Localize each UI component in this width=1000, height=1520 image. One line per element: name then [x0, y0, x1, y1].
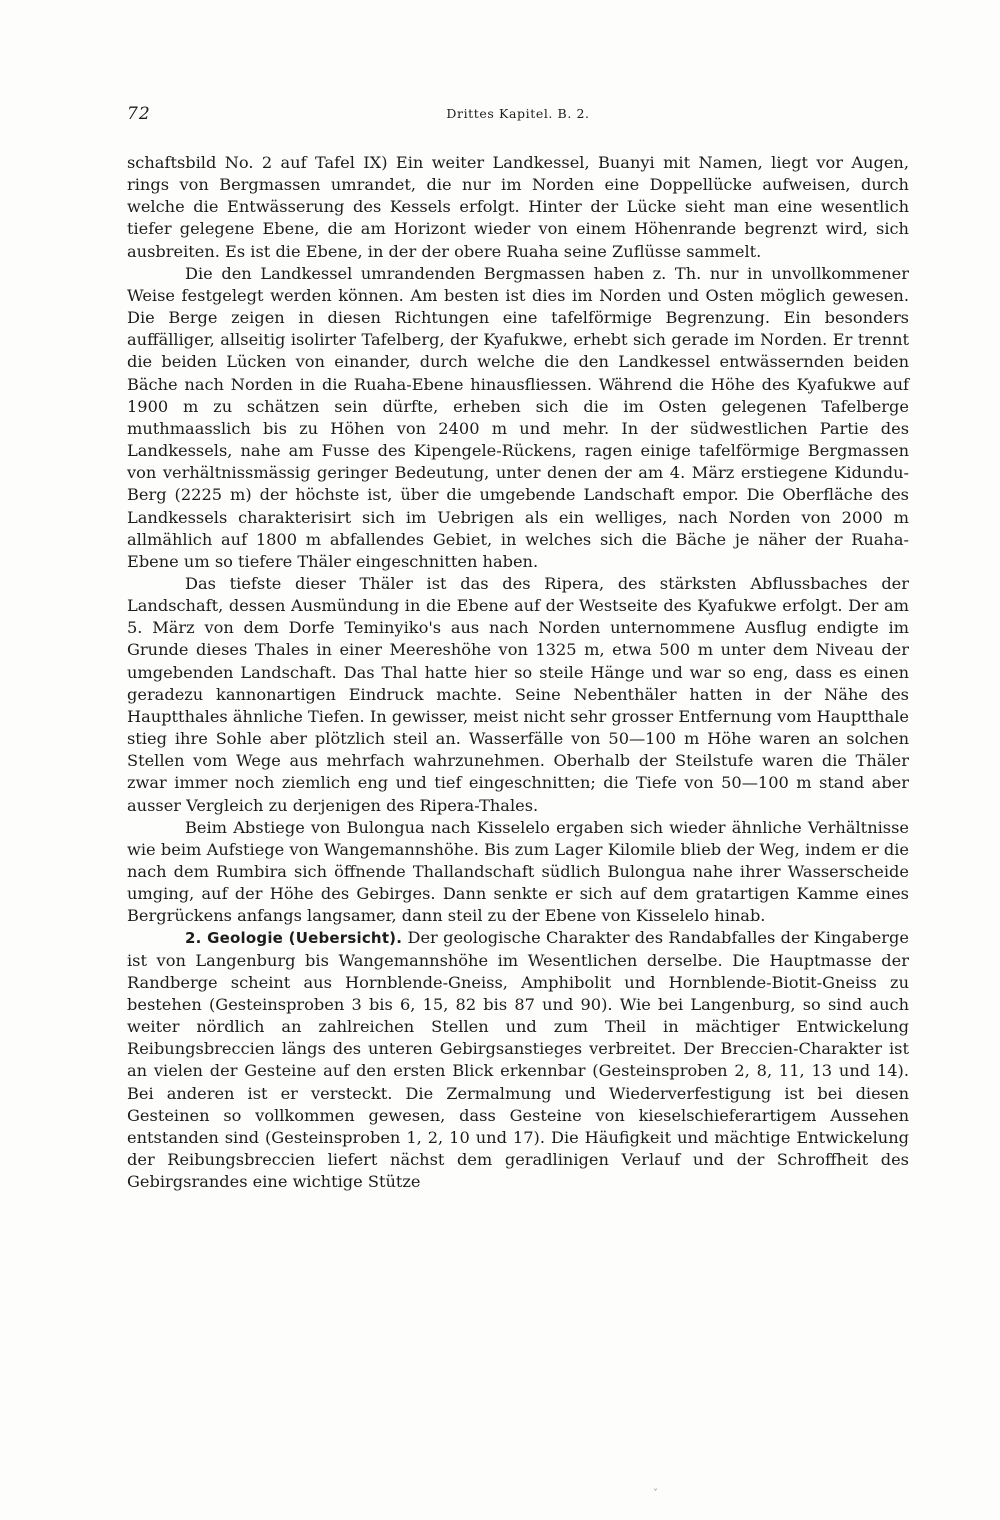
section-heading-geologie: 2. Geologie (Uebersicht).	[185, 929, 403, 948]
paragraph-bergmassen: Die den Landkessel umrandenden Bergmassen haben z. Th. nur in unvollkommener Weise festgelegt werden können. Am besten ist dies im Norden und Osten möglich gewesen. Die Berge zeigen in diesen Richtungen eine tafelförmige Begrenzung. Ein besonders auffälliger, allseitig isolirter Tafelberg, der Kyafukwe, erhebt sich gerade im Norden. Er trennt die beiden Lücken von einander, durch welche die den Landkessel entwässernden beiden Bäche nach Norden in die Ruaha-Ebene hinausfliessen. Während die Höhe des Kyafukwe auf 1900 m zu schätzen sein dürfte, erheben sich die im Osten gelegenen Tafelberge muthmaasslich bis zu Höhen von 2400 m und mehr. In der südwestlichen Partie des Landkessels, nahe am Fusse des Kipengele-Rückens, ragen einige tafelförmige Bergmassen von verhältnissmässig geringer Bedeutung, unter denen der am 4. März erstiegene Kidundu-Berg (2225 m) der höchste ist, über die umgebende Landschaft empor. Die Oberfläche des Landkessels charakterisirt sich im Uebrigen als ein welliges, nach Norden von 2000 m allmählich auf 1800 m abfallendes Gebiet, in welches sich die Bäche je näher der Ruaha-Ebene um so tiefere Thäler eingeschnitten haben.	[127, 263, 909, 571]
body-text	[127, 152, 909, 1193]
paragraph-continuation: schaftsbild No. 2 auf Tafel IX) Ein weiter Landkessel, Buanyi mit Namen, liegt vor Augen, rings von Bergmassen umrandet, die nur im Norden eine Doppellücke aufweisen, durch welche die Entwässerung des Kessels erfolgt. Hinter der Lücke sieht man eine wesentlich tiefer gelegene Ebene, die am Horizont wieder von einem Höhenrande begrenzt wird, sich ausbreiten. Es ist die Ebene, in der der obere Ruaha seine Zuflüsse sammelt.	[127, 153, 909, 261]
page-header	[127, 104, 909, 128]
section-text-geologie: Der geologische Charakter des Randabfalles der Kingaberge ist von Langenburg bis Wangemannshöhe im Wesentlichen derselbe. Die Hauptmasse der Randberge scheint aus Hornblende-Gneiss, Amphibolit und Hornblende-Biotit-Gneiss zu bestehen (Gesteinsproben 3 bis 6, 15, 82 bis 87 und 90). Wie bei Langenburg, so sind auch weiter nördlich an zahlreichen Stellen und zum Theil in mächtiger Entwickelung Reibungsbreccien längs des unteren Gebirgsanstieges verbreitet. Der Breccien-Charakter ist an vielen der Gesteine auf den ersten Blick erkennbar (Gesteinsproben 2, 8, 11, 13 und 14). Bei anderen ist er versteckt. Die Zermalmung und Wiederverfestigung ist bei diesen Gesteinen so vollkommen gewesen, dass Gesteine von kieselschieferartigem Aussehen entstanden sind (Gesteinsproben 1, 2, 10 und 17). Die Häufigkeit und mächtige Entwickelung der Reibungsbreccien liefert nächst dem geradlinigen Verlauf und der Schroffheit des Gebirgsrandes eine wichtige Stütze	[127, 928, 909, 1192]
page-speck-mark: ˇ	[653, 1489, 658, 1500]
paragraph-ripera-thal: Das tiefste dieser Thäler ist das des Ripera, des stärksten Abflussbaches der Landschaft, dessen Ausmündung in die Ebene auf der Westseite des Kyafukwe erfolgt. Der am 5. März von dem Dorfe Teminyiko's aus nach Norden unternommene Ausflug endigte im Grunde dieses Thales in einer Meereshöhe von 1325 m, etwa 500 m unter dem Niveau der umgebenden Landschaft. Das Thal hatte hier so steile Hänge und war so eng, dass es einen geradezu kannonartigen Eindruck machte. Seine Nebenthäler hatten in der Nähe des Hauptthales ähnliche Tiefen. In gewisser, meist nicht sehr grosser Entfernung vom Hauptthale stieg ihre Sohle aber plötzlich steil an. Wasserfälle von 50—100 m Höhe waren an solchen Stellen vom Wege aus mehrfach wahrzunehmen. Oberhalb der Steilstufe waren die Thäler zwar immer noch ziemlich eng und tief eingeschnitten; die Tiefe von 50—100 m stand aber ausser Vergleich zu derjenigen des Ripera-Thales.	[127, 573, 909, 815]
page-number: 72	[127, 104, 151, 124]
paragraph-abstieg-bulongua: Beim Abstiege von Bulongua nach Kisselelo ergaben sich wieder ähnliche Verhältnisse wie beim Aufstiege von Wangemannshöhe. Bis zum Lager Kilomile blieb der Weg, indem er die nach dem Rumbira sich öffnende Thallandschaft südlich Bulongua nahe ihrer Wasserscheide umging, auf der Höhe des Gebirges. Dann senkte er sich auf dem gratartigen Kamme eines Bergrückens anfangs langsamer, dann steil zu der Ebene von Kisselelo hinab.	[127, 817, 909, 926]
paragraph-geologie	[127, 927, 909, 1193]
running-head: Drittes Kapitel. B. 2.	[446, 106, 590, 121]
